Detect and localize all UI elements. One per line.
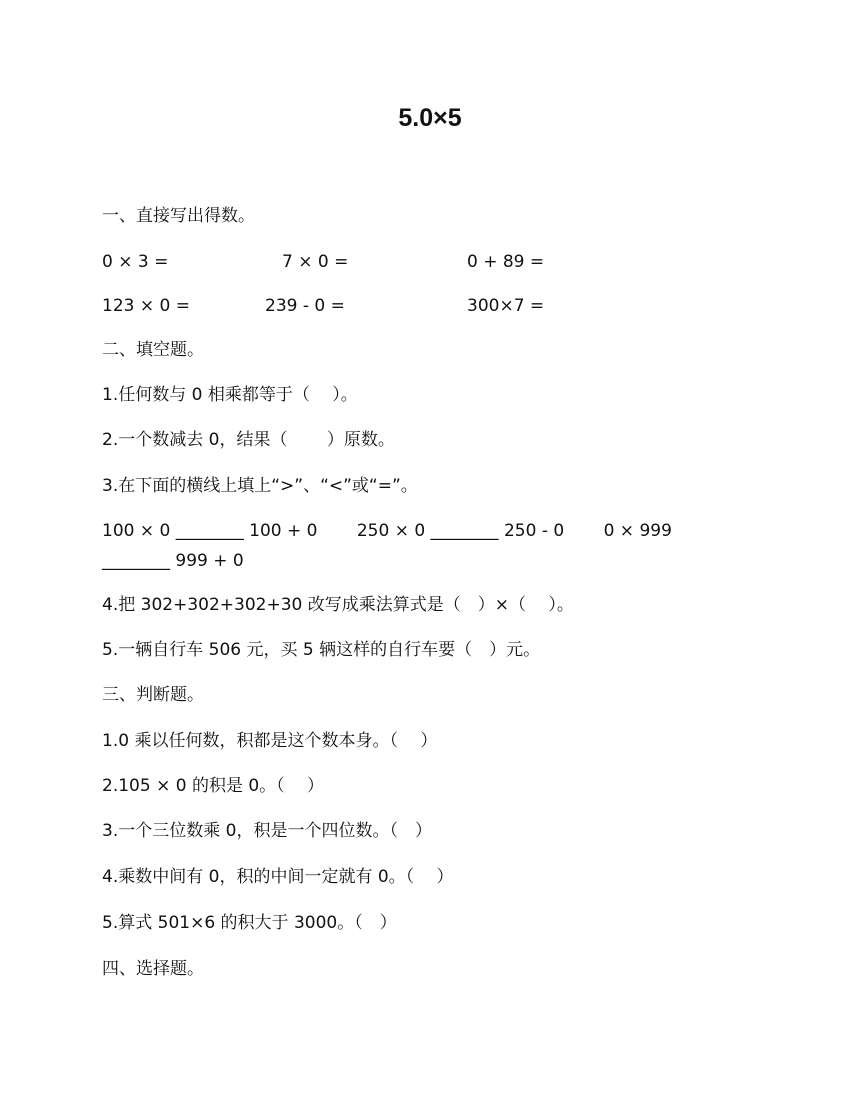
- calc-item: 0 × 3 =: [102, 252, 169, 272]
- fill-question: 2.一个数减去 0，结果（ ）原数。: [102, 430, 395, 450]
- calc-item: 123 × 0 =: [102, 296, 190, 316]
- calc-item: 239 - 0 =: [265, 296, 345, 316]
- compare-line: 100 × 0 ________ 100 + 0 250 × 0 ________ 250 - 0 0 × 999: [102, 521, 672, 541]
- calc-item: 0 + 89 =: [467, 252, 545, 272]
- fill-question: 3.在下面的横线上填上“>”、“<”或“=”。: [102, 476, 418, 496]
- fill-question: 4.把 302+302+302+30 改写成乘法算式是（ ）×（ ）。: [102, 595, 574, 615]
- compare-line: ________ 999 + 0: [102, 551, 244, 571]
- section2-heading: 二、填空题。: [102, 340, 204, 360]
- calc-item: 7 × 0 =: [282, 252, 349, 272]
- fill-question: 1.任何数与 0 相乘都等于（ ）。: [102, 385, 358, 405]
- page-title: 5.0×5: [398, 104, 462, 132]
- judge-question: 2.105 × 0 的积是 0。（ ）: [102, 776, 325, 796]
- judge-question: 4.乘数中间有 0，积的中间一定就有 0。（ ）: [102, 867, 454, 887]
- calc-item: 300×7 =: [467, 296, 545, 316]
- judge-question: 1.0 乘以任何数，积都是这个数本身。（ ）: [102, 731, 438, 751]
- section4-heading: 四、选择题。: [102, 959, 204, 979]
- section1-heading: 一、直接写出得数。: [102, 206, 255, 226]
- section3-heading: 三、判断题。: [102, 685, 204, 705]
- fill-question: 5.一辆自行车 506 元，买 5 辆这样的自行车要（ ）元。: [102, 640, 541, 660]
- judge-question: 3.一个三位数乘 0，积是一个四位数。（ ）: [102, 821, 432, 841]
- judge-question: 5.算式 501×6 的积大于 3000。（ ）: [102, 913, 397, 933]
